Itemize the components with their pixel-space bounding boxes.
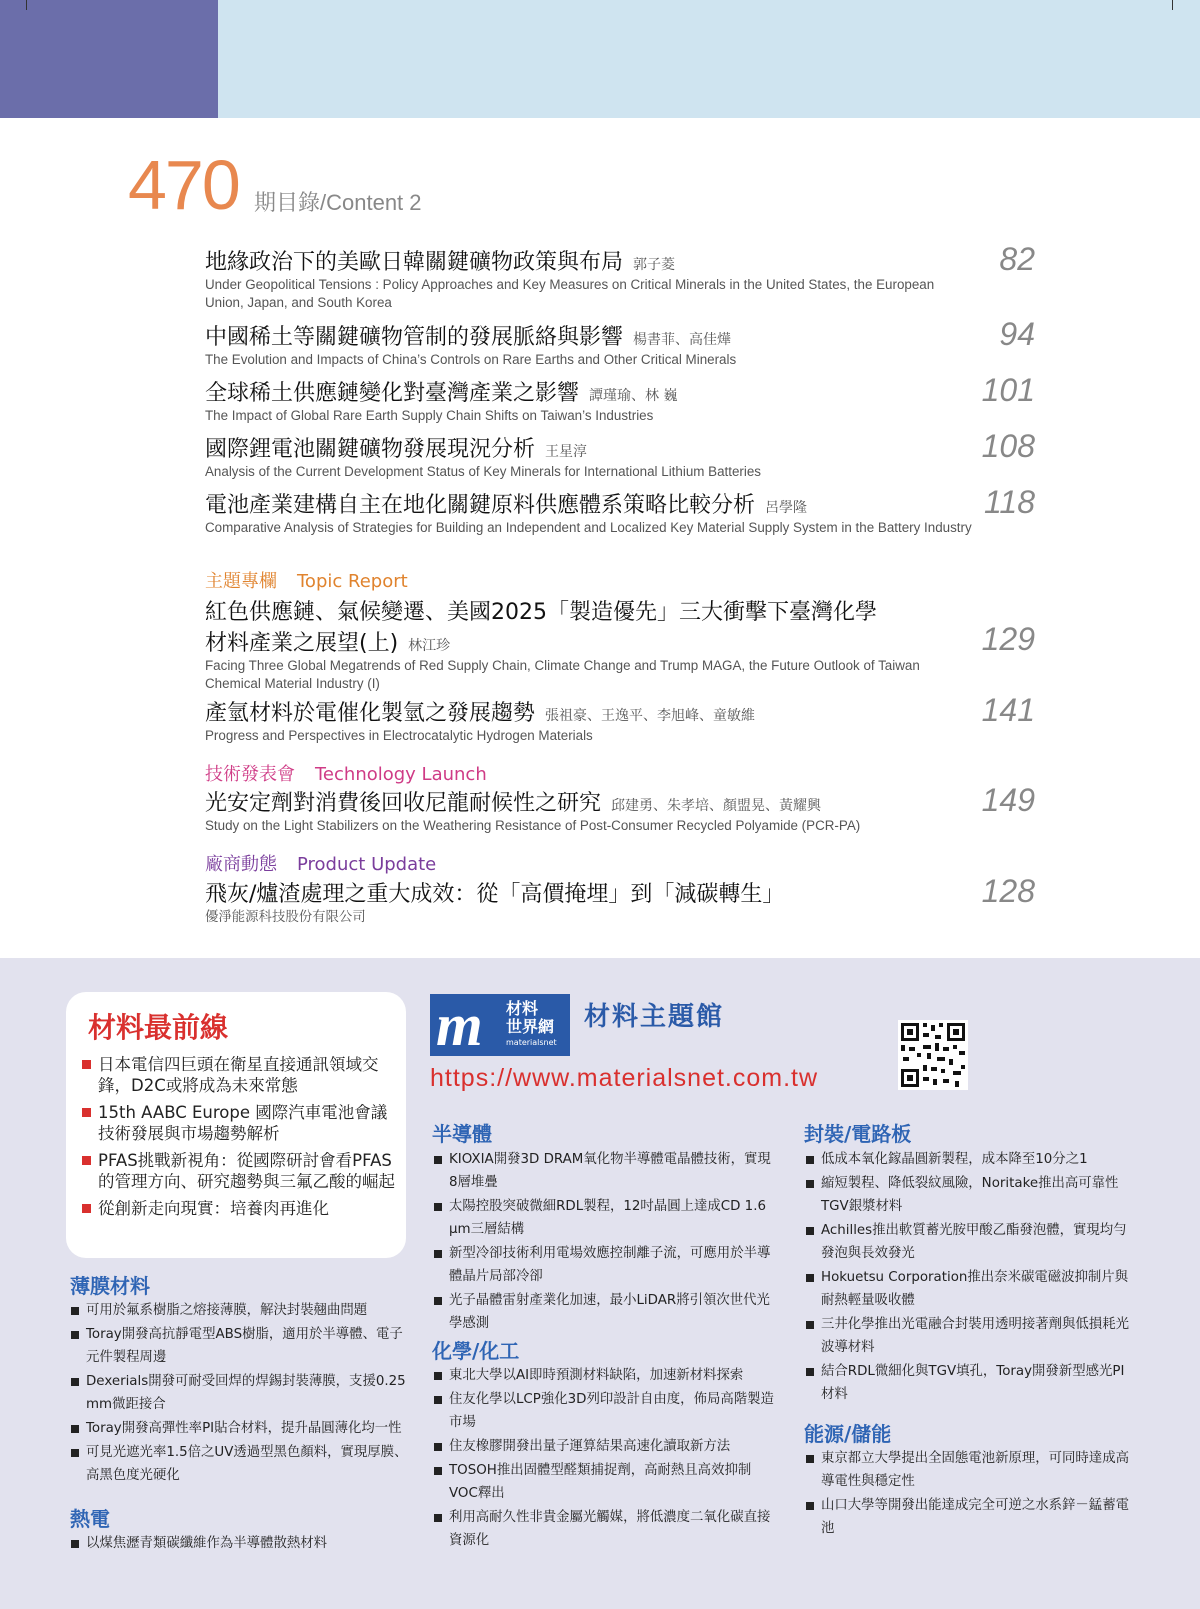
toc-english-title: The Impact of Global Rare Earth Supply Chain Shifts on Taiwan’s Industries: [205, 408, 654, 423]
toc-page-number: 108: [981, 428, 1035, 464]
section-label-en: Product Update: [297, 854, 437, 875]
category-list-packaging: [805, 1148, 1130, 1407]
toc-entry-118[interactable]: [205, 484, 1035, 537]
toc-page-number: 118: [983, 484, 1035, 520]
section-label-en: Topic Report: [297, 571, 408, 592]
toc-english-title: Progress and Perspectives in Electrocatalytic Hydrogen Materials: [205, 728, 593, 743]
list-item[interactable]: 東京都立大學提出全固態電池新原理，可同時達成高導電性與穩定性: [805, 1447, 1130, 1493]
logo-mark: m: [436, 992, 483, 1058]
toc-title: 光安定劑對消費後回收尼龍耐候性之研究: [205, 791, 602, 816]
list-item[interactable]: Toray開發高抗靜電型ABS樹脂，適用於半導體、電子元件製程周邊: [70, 1323, 415, 1369]
toc-author: 郭子菱: [633, 257, 676, 273]
section-label-zh: 技術發表會: [205, 764, 295, 785]
list-item[interactable]: 光子晶體雷射產業化加速，最小LiDAR將引領次世代光學感測: [433, 1289, 778, 1335]
header-band-right: [218, 0, 1200, 118]
section-label-technology-launch: [205, 760, 507, 786]
toc-author: 林江珍: [408, 638, 451, 654]
list-item[interactable]: 可用於氟系樹脂之熔接薄膜，解決封裝翹曲問題: [70, 1299, 415, 1322]
toc-english-title: Facing Three Global Megatrends of Red Supply Chain, Climate Change and Trump MAGA, the Future Outlook of Taiwan Chemical Material Industry (I): [205, 658, 920, 691]
toc-author: 邱建勇、朱孝培、顏盟晃、黃耀興: [611, 798, 822, 814]
list-item[interactable]: 15th AABC Europe 國際汽車電池會議技術發展與市場趨勢解析: [82, 1102, 398, 1144]
list-item[interactable]: 新型冷卻技術利用電場效應控制離子流，可應用於半導體晶片局部冷卻: [433, 1242, 778, 1288]
toc-title: 飛灰/爐渣處理之重大成效：從「高價掩埋」到「減碳轉生」: [205, 882, 785, 907]
list-item[interactable]: 東北大學以AI即時預測材料缺陷，加速新材料探索: [433, 1364, 778, 1387]
toc-entry-108[interactable]: [205, 428, 1035, 481]
section-label-zh: 廠商動態: [205, 854, 277, 875]
list-item[interactable]: Dexerials開發可耐受回焊的焊錫封裝薄膜，支援0.25 mm微距接合: [70, 1370, 415, 1416]
toc-english-title: Under Geopolitical Tensions : Policy Approaches and Key Measures on Critical Minerals in the United States, the European Union, Japan, and South Korea: [205, 277, 935, 310]
list-item[interactable]: Achilles推出軟質蓄光胺甲酸乙酯發泡體，實現均勻發泡與長效發光: [805, 1219, 1130, 1265]
toc-title: 產氫材料於電催化製氫之發展趨勢: [205, 701, 536, 726]
category-list-semiconductor: [433, 1148, 778, 1336]
section-label-en: Technology Launch: [315, 764, 487, 785]
list-item[interactable]: 日本電信四巨頭在衛星直接通訊領域交鋒，D2C或將成為未來常態: [82, 1054, 398, 1096]
category-title-packaging: 封裝/電路板: [804, 1122, 912, 1146]
header-band-left: [0, 0, 218, 118]
list-item[interactable]: Hokuetsu Corporation推出奈米碳電磁波抑制片與耐熱輕量吸收體: [805, 1266, 1130, 1312]
list-item[interactable]: PFAS挑戰新視角：從國際研討會看PFAS的管理方向、研究趨勢與三氟乙酸的崛起: [82, 1150, 398, 1192]
frontline-box: [66, 992, 406, 1258]
logo-text-line1: 材料: [506, 999, 539, 1018]
toc-page-number: 82: [999, 241, 1035, 277]
toc-title: 電池產業建構自主在地化關鍵原料供應體系策略比較分析: [205, 493, 756, 518]
qr-code-graphic: [898, 1020, 968, 1090]
category-title-semiconductor: 半導體: [432, 1122, 492, 1146]
logo-text-en: materialsnet: [506, 1038, 557, 1047]
website-link[interactable]: https://www.materialsnet.com.tw: [430, 1064, 819, 1092]
list-item[interactable]: 利用高耐久性非貴金屬光觸媒，將低濃度二氧化碳直接資源化: [433, 1506, 778, 1552]
toc-entry-141[interactable]: [205, 692, 1035, 745]
toc-title: 材料產業之展望(上): [205, 631, 399, 656]
qr-code-icon[interactable]: [898, 1020, 968, 1090]
toc-english-title: Study on the Light Stabilizers on the Weathering Resistance of Post-Consumer Recycled Polyamide (PCR-PA): [205, 818, 861, 833]
section-label-zh: 主題專欄: [205, 571, 277, 592]
list-item[interactable]: 以煤焦瀝青類碳纖維作為半導體散熱材料: [70, 1532, 415, 1555]
list-item[interactable]: KIOXIA開發3D DRAM氧化物半導體電晶體技術，實現8層堆疊: [433, 1148, 778, 1194]
list-item[interactable]: 縮短製程、降低裂紋風險，Noritake推出高可靠性TGV銀漿材料: [805, 1172, 1130, 1218]
toc-page-number: 128: [981, 873, 1035, 909]
toc-title: 地緣政治下的美歐日韓關鍵礦物政策與布局: [205, 250, 624, 275]
list-item[interactable]: 三井化學推出光電融合封裝用透明接著劑與低損耗光波導材料: [805, 1313, 1130, 1359]
toc-entry-101[interactable]: [205, 372, 1035, 425]
toc-page-number: 101: [981, 372, 1035, 408]
crop-mark-left: [26, 0, 27, 10]
list-item[interactable]: 低成本氧化鎵晶圓新製程，成本降至10分之1: [805, 1148, 1130, 1171]
logo-text-line2: 世界網: [506, 1017, 555, 1036]
toc-english-title: Analysis of the Current Development Status of Key Minerals for International Lithium Batteries: [205, 464, 761, 479]
list-item[interactable]: 太陽控股突破微細RDL製程，12吋晶圓上達成CD 1.6 μm三層結構: [433, 1195, 778, 1241]
crop-mark-right: [1172, 0, 1173, 10]
hall-title: 材料主題館: [584, 1002, 725, 1032]
list-item[interactable]: 山口大學等開發出能達成完全可逆之水系鋅－錳蓄電池: [805, 1494, 1130, 1540]
toc-author: 呂學隆: [765, 500, 808, 516]
toc-english-title: Comparative Analysis of Strategies for Building an Independent and Localized Key Material Supply System in the Battery Industry: [205, 520, 972, 535]
issue-number: 470: [128, 146, 239, 224]
frontline-title: 材料最前線: [88, 1011, 229, 1044]
list-item[interactable]: TOSOH推出固體型醛類捕捉劑，高耐熱且高效抑制VOC釋出: [433, 1459, 778, 1505]
category-title-chemical: 化學/化工: [432, 1339, 520, 1363]
section-label-product-update: [205, 850, 456, 876]
logo-text-zh: [506, 1000, 554, 1036]
list-item[interactable]: 從創新走向現實：培養肉再進化: [82, 1198, 398, 1219]
category-list-thin-film: [70, 1299, 415, 1488]
toc-title: 中國稀土等關鍵礦物管制的發展脈絡與影響: [205, 325, 624, 350]
category-list-energy: [805, 1447, 1130, 1541]
toc-entry-128[interactable]: [205, 873, 1035, 926]
issue-subtitle: 期目錄/Content 2: [254, 190, 422, 215]
category-title-thin-film: 薄膜材料: [70, 1274, 150, 1298]
list-item[interactable]: 可見光遮光率1.5倍之UV透過型黑色顏料，實現厚膜、高黑色度光硬化: [70, 1441, 415, 1487]
toc-entry-129[interactable]: [205, 595, 1035, 693]
list-item[interactable]: Toray開發高彈性率PI貼合材料，提升晶圓薄化均一性: [70, 1417, 415, 1440]
list-item[interactable]: 住友化學以LCP強化3D列印設計自由度，佈局高階製造市場: [433, 1388, 778, 1434]
toc-title: 國際鋰電池關鍵礦物發展現況分析: [205, 437, 536, 462]
list-item[interactable]: 結合RDL微細化與TGV填孔，Toray開發新型感光PI材料: [805, 1360, 1130, 1406]
category-list-chemical: [433, 1364, 778, 1553]
frontline-list: [82, 1054, 398, 1225]
section-label-topic-report: [205, 567, 428, 593]
toc-author: 張祖豪、王逸平、李旭峰、童敏維: [545, 708, 756, 724]
list-item[interactable]: 住友橡膠開發出量子運算結果高速化讀取新方法: [433, 1435, 778, 1458]
toc-entry-94[interactable]: [205, 316, 1035, 369]
toc-entry-149[interactable]: [205, 782, 1035, 835]
toc-entry-82[interactable]: [205, 241, 1035, 312]
toc-author: 譚瑾瑜、林 巍: [589, 388, 678, 404]
toc-page-number: 129: [981, 621, 1035, 657]
toc-english-title: The Evolution and Impacts of China’s Controls on Rare Earths and Other Critical Minerals: [205, 352, 737, 367]
category-title-thermal: 熱電: [70, 1507, 110, 1531]
toc-page-number: 141: [981, 692, 1035, 728]
toc-page-number: 149: [981, 782, 1035, 818]
toc-company: 優淨能源科技股份有限公司: [205, 909, 366, 924]
toc-author: 王星淳: [545, 444, 588, 460]
toc-page-number: 94: [999, 316, 1035, 352]
category-list-thermal: [70, 1532, 415, 1556]
toc-title-line1: 紅色供應鏈、氣候變遷、美國2025「製造優先」三大衝擊下臺灣化學: [205, 600, 877, 625]
toc-author: 楊書菲、高佳燁: [633, 332, 732, 348]
toc-title: 全球稀土供應鏈變化對臺灣產業之影響: [205, 381, 580, 406]
category-title-energy: 能源/儲能: [804, 1422, 892, 1446]
materialsnet-logo[interactable]: [430, 994, 570, 1056]
